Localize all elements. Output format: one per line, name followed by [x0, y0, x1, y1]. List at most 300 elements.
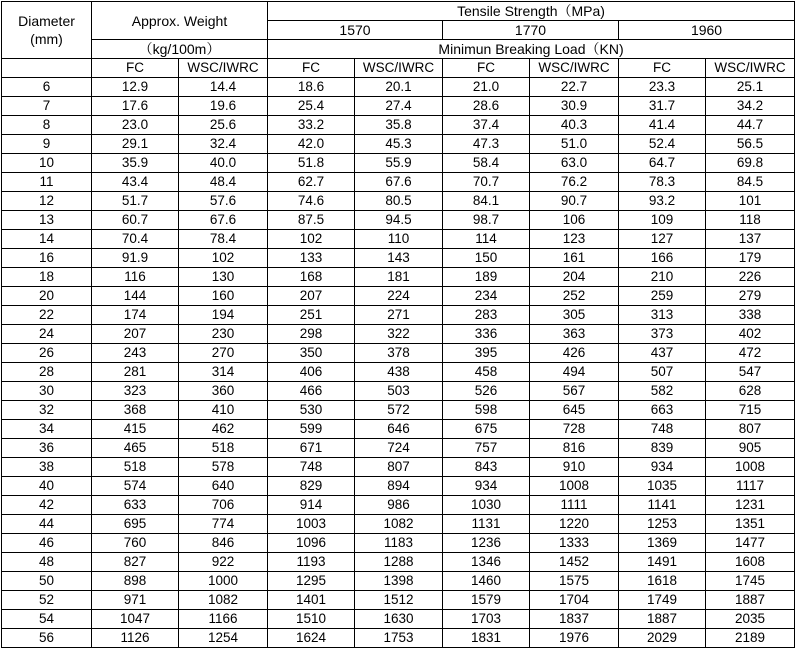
table-cell: 1887	[619, 610, 706, 629]
table-cell: 1452	[530, 553, 619, 572]
table-cell: 189	[443, 268, 530, 287]
table-cell: 905	[706, 439, 795, 458]
table-cell: 21.0	[443, 78, 530, 97]
table-cell: 582	[619, 382, 706, 401]
table-row	[2, 496, 795, 515]
table-row	[2, 154, 795, 173]
table-cell: 207	[268, 287, 355, 306]
table-cell: 17.6	[92, 97, 179, 116]
table-row	[2, 610, 795, 629]
table-cell: 494	[530, 363, 619, 382]
table-cell: 314	[179, 363, 268, 382]
table-cell: 934	[619, 458, 706, 477]
table-cell: 458	[443, 363, 530, 382]
table-cell: 305	[530, 306, 619, 325]
table-cell: 29.1	[92, 135, 179, 154]
min-breaking-load-header: Minimun Breaking Load（KN)	[268, 40, 795, 59]
table-cell: 757	[443, 439, 530, 458]
table-cell: 336	[443, 325, 530, 344]
table-cell: 715	[706, 401, 795, 420]
table-cell: 93.2	[619, 192, 706, 211]
table-cell: 76.2	[530, 173, 619, 192]
table-cell: 1703	[443, 610, 530, 629]
table-cell: 760	[92, 534, 179, 553]
table-cell: 503	[355, 382, 443, 401]
table-cell: 62.7	[268, 173, 355, 192]
table-cell: 1126	[92, 629, 179, 648]
table-cell: 1369	[619, 534, 706, 553]
table-cell: 846	[179, 534, 268, 553]
table-cell: 1618	[619, 572, 706, 591]
table-cell: 91.9	[92, 249, 179, 268]
table-cell: 34.2	[706, 97, 795, 116]
diameter-cell: 9	[2, 135, 92, 154]
table-cell: 87.5	[268, 211, 355, 230]
table-cell: 279	[706, 287, 795, 306]
table-cell: 406	[268, 363, 355, 382]
table-cell: 547	[706, 363, 795, 382]
table-cell: 1749	[619, 591, 706, 610]
diameter-unit: (mm)	[30, 31, 63, 47]
table-cell: 40.0	[179, 154, 268, 173]
table-cell: 78.4	[179, 230, 268, 249]
table-cell: 243	[92, 344, 179, 363]
table-cell: 986	[355, 496, 443, 515]
table-row	[2, 401, 795, 420]
sub-column-header-row	[2, 59, 795, 78]
table-cell: 281	[92, 363, 179, 382]
table-cell: 507	[619, 363, 706, 382]
table-cell: 35.8	[355, 116, 443, 135]
table-cell: 894	[355, 477, 443, 496]
diameter-cell: 8	[2, 116, 92, 135]
table-cell: 168	[268, 268, 355, 287]
table-cell: 395	[443, 344, 530, 363]
tensile-strength-header: Tensile Strength（MPa)	[268, 2, 795, 21]
table-cell: 843	[443, 458, 530, 477]
table-cell: 748	[619, 420, 706, 439]
table-cell: 1236	[443, 534, 530, 553]
table-cell: 70.7	[443, 173, 530, 192]
table-cell: 70.4	[92, 230, 179, 249]
table-cell: 84.1	[443, 192, 530, 211]
table-row	[2, 230, 795, 249]
sub-column-header: FC	[443, 59, 530, 78]
table-cell: 526	[443, 382, 530, 401]
table-cell: 1351	[706, 515, 795, 534]
table-cell: 1035	[619, 477, 706, 496]
table-cell: 67.6	[355, 173, 443, 192]
table-row	[2, 439, 795, 458]
table-row	[2, 287, 795, 306]
table-cell: 63.0	[530, 154, 619, 173]
table-cell: 30.9	[530, 97, 619, 116]
table-cell: 102	[268, 230, 355, 249]
table-cell: 578	[179, 458, 268, 477]
table-row	[2, 477, 795, 496]
sub-column-header: WSC/IWRC	[355, 59, 443, 78]
table-cell: 1003	[268, 515, 355, 534]
table-cell: 47.3	[443, 135, 530, 154]
table-cell: 1579	[443, 591, 530, 610]
table-cell: 43.4	[92, 173, 179, 192]
table-cell: 84.5	[706, 173, 795, 192]
table-cell: 724	[355, 439, 443, 458]
table-cell: 728	[530, 420, 619, 439]
table-row	[2, 268, 795, 287]
table-cell: 599	[268, 420, 355, 439]
table-cell: 640	[179, 477, 268, 496]
sub-column-header: WSC/IWRC	[179, 59, 268, 78]
table-row	[2, 515, 795, 534]
table-row	[2, 173, 795, 192]
diameter-cell: 38	[2, 458, 92, 477]
table-cell: 1183	[355, 534, 443, 553]
table-cell: 1295	[268, 572, 355, 591]
sub-column-header: FC	[619, 59, 706, 78]
table-cell: 31.7	[619, 97, 706, 116]
table-cell: 14.4	[179, 78, 268, 97]
table-cell: 110	[355, 230, 443, 249]
table-cell: 1117	[706, 477, 795, 496]
table-cell: 40.3	[530, 116, 619, 135]
table-cell: 774	[179, 515, 268, 534]
table-row	[2, 135, 795, 154]
diameter-cell: 10	[2, 154, 92, 173]
table-cell: 466	[268, 382, 355, 401]
table-cell: 161	[530, 249, 619, 268]
table-cell: 90.7	[530, 192, 619, 211]
table-cell: 51.0	[530, 135, 619, 154]
table-cell: 130	[179, 268, 268, 287]
table-cell: 23.0	[92, 116, 179, 135]
table-cell: 160	[179, 287, 268, 306]
table-cell: 472	[706, 344, 795, 363]
table-cell: 23.3	[619, 78, 706, 97]
sub-column-header: WSC/IWRC	[530, 59, 619, 78]
grade-1570-header: 1570	[268, 21, 443, 40]
table-cell: 971	[92, 591, 179, 610]
table-cell: 1008	[530, 477, 619, 496]
diameter-cell: 20	[2, 287, 92, 306]
table-cell: 671	[268, 439, 355, 458]
diameter-cell: 16	[2, 249, 92, 268]
diameter-cell: 34	[2, 420, 92, 439]
diameter-cell: 48	[2, 553, 92, 572]
table-cell: 313	[619, 306, 706, 325]
diameter-label: Diameter	[18, 13, 75, 29]
table-cell: 48.4	[179, 173, 268, 192]
table-cell: 827	[92, 553, 179, 572]
diameter-cell: 52	[2, 591, 92, 610]
table-cell: 338	[706, 306, 795, 325]
table-cell: 226	[706, 268, 795, 287]
table-cell: 1624	[268, 629, 355, 648]
table-cell: 437	[619, 344, 706, 363]
diameter-cell: 11	[2, 173, 92, 192]
table-cell: 204	[530, 268, 619, 287]
table-cell: 410	[179, 401, 268, 420]
table-cell: 598	[443, 401, 530, 420]
table-cell: 57.6	[179, 192, 268, 211]
table-row	[2, 306, 795, 325]
table-cell: 25.4	[268, 97, 355, 116]
table-cell: 174	[92, 306, 179, 325]
table-cell: 438	[355, 363, 443, 382]
header-row-1	[2, 2, 795, 21]
table-cell: 323	[92, 382, 179, 401]
table-cell: 518	[92, 458, 179, 477]
table-cell: 426	[530, 344, 619, 363]
sub-column-header: FC	[268, 59, 355, 78]
diameter-cell: 12	[2, 192, 92, 211]
table-cell: 1131	[443, 515, 530, 534]
table-cell: 109	[619, 211, 706, 230]
table-cell: 144	[92, 287, 179, 306]
table-cell: 898	[92, 572, 179, 591]
diameter-cell: 44	[2, 515, 92, 534]
table-cell: 101	[706, 192, 795, 211]
table-cell: 234	[443, 287, 530, 306]
table-row	[2, 420, 795, 439]
table-cell: 1288	[355, 553, 443, 572]
table-cell: 1608	[706, 553, 795, 572]
diameter-cell: 18	[2, 268, 92, 287]
table-cell: 2035	[706, 610, 795, 629]
table-cell: 20.1	[355, 78, 443, 97]
table-cell: 322	[355, 325, 443, 344]
table-cell: 748	[268, 458, 355, 477]
table-cell: 32.4	[179, 135, 268, 154]
table-cell: 51.7	[92, 192, 179, 211]
table-cell: 1976	[530, 629, 619, 648]
table-cell: 829	[268, 477, 355, 496]
table-cell: 45.3	[355, 135, 443, 154]
table-cell: 1753	[355, 629, 443, 648]
diameter-cell: 26	[2, 344, 92, 363]
table-row	[2, 553, 795, 572]
table-cell: 922	[179, 553, 268, 572]
table-cell: 102	[179, 249, 268, 268]
table-cell: 12.9	[92, 78, 179, 97]
table-cell: 42.0	[268, 135, 355, 154]
table-cell: 166	[619, 249, 706, 268]
table-cell: 663	[619, 401, 706, 420]
table-row	[2, 97, 795, 116]
table-row	[2, 572, 795, 591]
table-cell: 1166	[179, 610, 268, 629]
table-cell: 1111	[530, 496, 619, 515]
approx-weight-header: Approx. Weight	[92, 2, 268, 40]
table-row	[2, 382, 795, 401]
table-cell: 1630	[355, 610, 443, 629]
table-cell: 1082	[355, 515, 443, 534]
sub-column-header-blank	[2, 59, 92, 78]
table-cell: 207	[92, 325, 179, 344]
table-cell: 1510	[268, 610, 355, 629]
table-cell: 106	[530, 211, 619, 230]
table-cell: 224	[355, 287, 443, 306]
table-cell: 633	[92, 496, 179, 515]
header-row-3	[2, 40, 795, 59]
wire-rope-spec-table	[1, 1, 795, 648]
table-cell: 934	[443, 477, 530, 496]
table-cell: 259	[619, 287, 706, 306]
table-cell: 60.7	[92, 211, 179, 230]
table-cell: 368	[92, 401, 179, 420]
diameter-cell: 28	[2, 363, 92, 382]
table-cell: 1231	[706, 496, 795, 515]
table-cell: 373	[619, 325, 706, 344]
table-cell: 58.4	[443, 154, 530, 173]
sub-column-header: FC	[92, 59, 179, 78]
table-cell: 1047	[92, 610, 179, 629]
table-row	[2, 325, 795, 344]
table-cell: 55.9	[355, 154, 443, 173]
table-cell: 402	[706, 325, 795, 344]
table-cell: 116	[92, 268, 179, 287]
table-cell: 1831	[443, 629, 530, 648]
table-cell: 1887	[706, 591, 795, 610]
table-cell: 27.4	[355, 97, 443, 116]
table-cell: 574	[92, 477, 179, 496]
table-row	[2, 116, 795, 135]
table-cell: 1253	[619, 515, 706, 534]
table-cell: 1096	[268, 534, 355, 553]
table-cell: 123	[530, 230, 619, 249]
table-cell: 230	[179, 325, 268, 344]
table-row	[2, 458, 795, 477]
table-cell: 181	[355, 268, 443, 287]
table-cell: 35.9	[92, 154, 179, 173]
table-cell: 28.6	[443, 97, 530, 116]
table-cell: 914	[268, 496, 355, 515]
table-cell: 646	[355, 420, 443, 439]
table-cell: 210	[619, 268, 706, 287]
table-cell: 298	[268, 325, 355, 344]
table-cell: 1333	[530, 534, 619, 553]
table-cell: 283	[443, 306, 530, 325]
table-cell: 2029	[619, 629, 706, 648]
table-cell: 270	[179, 344, 268, 363]
diameter-cell: 14	[2, 230, 92, 249]
table-cell: 133	[268, 249, 355, 268]
table-cell: 518	[179, 439, 268, 458]
table-cell: 64.7	[619, 154, 706, 173]
table-cell: 645	[530, 401, 619, 420]
table-cell: 1491	[619, 553, 706, 572]
grade-1960-header: 1960	[619, 21, 795, 40]
table-cell: 1398	[355, 572, 443, 591]
diameter-cell: 56	[2, 629, 92, 648]
table-cell: 1460	[443, 572, 530, 591]
grade-1770-header: 1770	[443, 21, 619, 40]
table-cell: 695	[92, 515, 179, 534]
table-cell: 1082	[179, 591, 268, 610]
table-cell: 18.6	[268, 78, 355, 97]
table-cell: 114	[443, 230, 530, 249]
table-cell: 1346	[443, 553, 530, 572]
table-cell: 33.2	[268, 116, 355, 135]
diameter-cell: 24	[2, 325, 92, 344]
table-cell: 51.8	[268, 154, 355, 173]
table-cell: 910	[530, 458, 619, 477]
table-cell: 271	[355, 306, 443, 325]
table-cell: 1575	[530, 572, 619, 591]
diameter-cell: 40	[2, 477, 92, 496]
table-cell: 2189	[706, 629, 795, 648]
diameter-cell: 42	[2, 496, 92, 515]
table-cell: 19.6	[179, 97, 268, 116]
table-row	[2, 534, 795, 553]
table-cell: 1477	[706, 534, 795, 553]
table-cell: 816	[530, 439, 619, 458]
diameter-cell: 54	[2, 610, 92, 629]
table-cell: 572	[355, 401, 443, 420]
table-cell: 1254	[179, 629, 268, 648]
table-cell: 415	[92, 420, 179, 439]
table-row	[2, 344, 795, 363]
table-cell: 807	[355, 458, 443, 477]
table-cell: 179	[706, 249, 795, 268]
table-cell: 1193	[268, 553, 355, 572]
table-cell: 1141	[619, 496, 706, 515]
table-cell: 1008	[706, 458, 795, 477]
table-cell: 675	[443, 420, 530, 439]
table-row	[2, 591, 795, 610]
diameter-cell: 46	[2, 534, 92, 553]
table-cell: 363	[530, 325, 619, 344]
diameter-cell: 50	[2, 572, 92, 591]
table-cell: 530	[268, 401, 355, 420]
diameter-cell: 13	[2, 211, 92, 230]
table-cell: 143	[355, 249, 443, 268]
table-cell: 127	[619, 230, 706, 249]
table-cell: 350	[268, 344, 355, 363]
table-cell: 1745	[706, 572, 795, 591]
table-cell: 80.5	[355, 192, 443, 211]
table-row	[2, 78, 795, 97]
table-cell: 807	[706, 420, 795, 439]
table-cell: 1401	[268, 591, 355, 610]
table-cell: 52.4	[619, 135, 706, 154]
diameter-cell: 32	[2, 401, 92, 420]
table-cell: 44.7	[706, 116, 795, 135]
table-cell: 567	[530, 382, 619, 401]
table-cell: 360	[179, 382, 268, 401]
table-cell: 37.4	[443, 116, 530, 135]
table-row	[2, 192, 795, 211]
table-cell: 628	[706, 382, 795, 401]
diameter-header	[2, 2, 92, 59]
table-cell: 706	[179, 496, 268, 515]
table-cell: 1704	[530, 591, 619, 610]
diameter-cell: 30	[2, 382, 92, 401]
table-cell: 839	[619, 439, 706, 458]
table-cell: 94.5	[355, 211, 443, 230]
table-cell: 378	[355, 344, 443, 363]
table-cell: 74.6	[268, 192, 355, 211]
table-cell: 252	[530, 287, 619, 306]
table-cell: 69.8	[706, 154, 795, 173]
table-cell: 67.6	[179, 211, 268, 230]
table-cell: 194	[179, 306, 268, 325]
table-cell: 465	[92, 439, 179, 458]
table-cell: 137	[706, 230, 795, 249]
table-cell: 251	[268, 306, 355, 325]
table-cell: 118	[706, 211, 795, 230]
table-cell: 41.4	[619, 116, 706, 135]
